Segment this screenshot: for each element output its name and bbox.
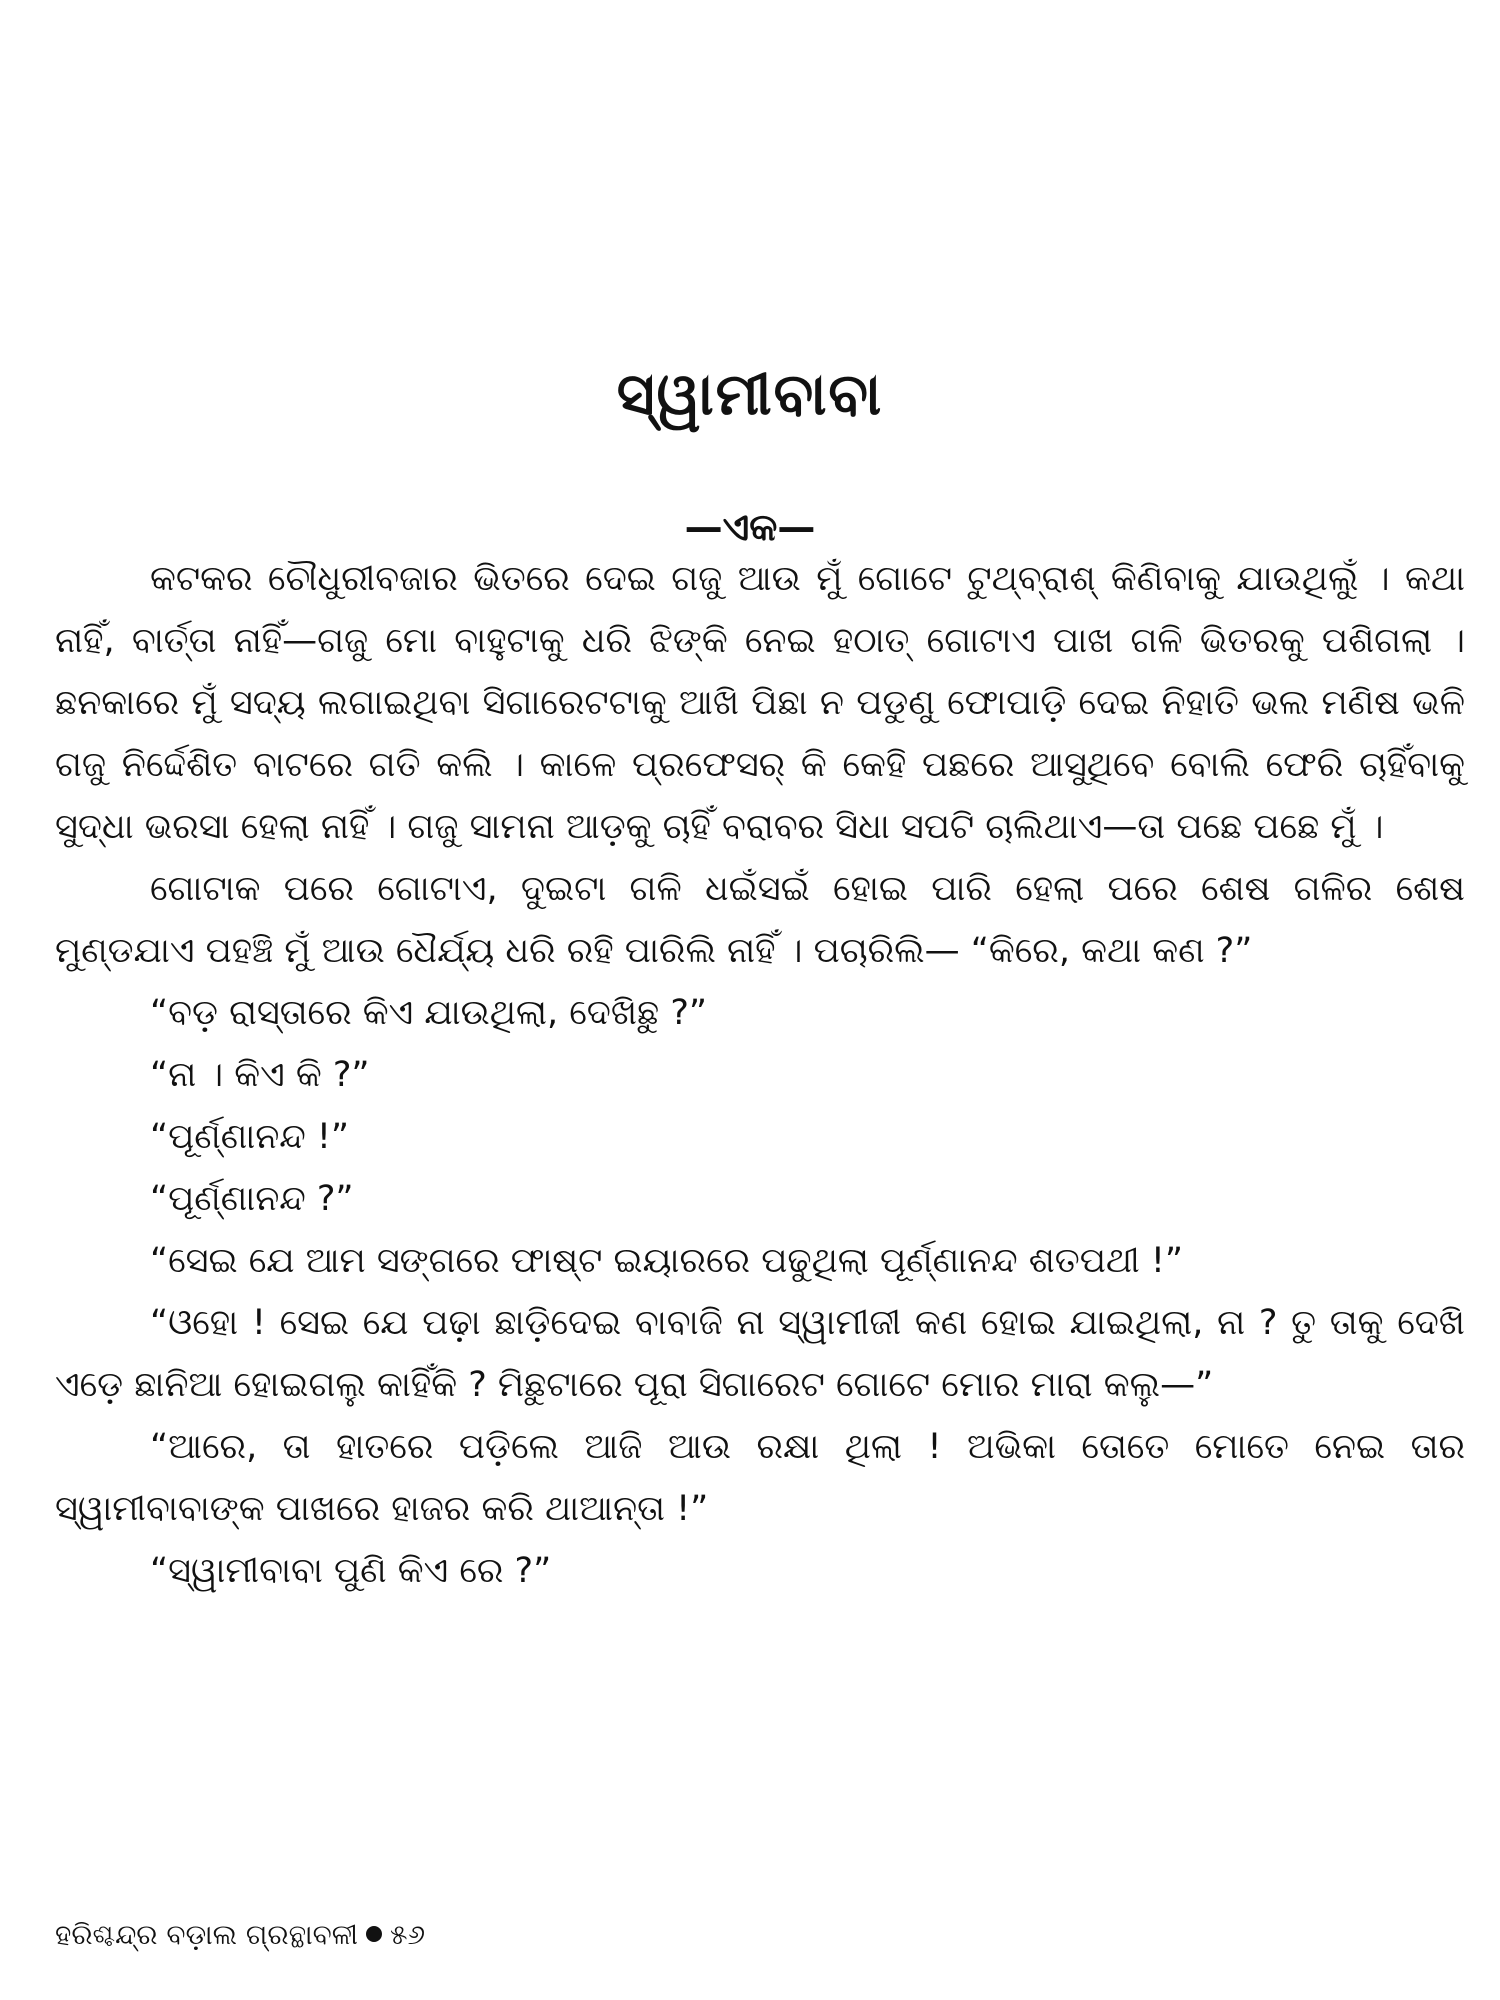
dialogue-line: “ଓହୋ ! ସେଇ ଯେ ପଢ଼ା ଛାଡ଼ିଦେଇ ବାବାଜି ନା ସ୍ୱାମୀଜୀ କଣ ହୋଇ ଯାଇଥିଲା, ନା ? ତୁ ତାକୁ ଦେଖି ଏଡ଼େ ଛାନିଆ ହୋଇଗଲୁ କାହିଁକି ? ମିଛୁଟାରେ ପୂରା ସିଗାରେଟ ଗୋଟେ ମୋର ମାରା କଲୁ—”: [55, 1303, 1465, 1405]
bullet-icon: [366, 1926, 382, 1942]
paragraph: କଟକର ଚୌଧୁରୀବଜାର ଭିତରେ ଦେଇ ଗଜୁ ଆଉ ମୁଁ ଗୋଟେ ଟୁଥ୍‌ବ୍ରାଶ୍ କିଣିବାକୁ ଯାଉଥିଲୁଁ । କଥା ନାହିଁ, ବାର୍ତ୍ତା ନାହିଁ—ଗଜୁ ମୋ ବାହୁଟାକୁ ଧରି ଝିଙ୍କି ନେଇ ହଠାତ୍ ଗୋଟାଏ ପାଖ ଗଳି ଭିତରକୁ ପଶିଗଲା । ଛନକାରେ ମୁଁ ସଦ୍ୟ ଲଗାଇଥିବା ସିଗାରେଟଟାକୁ ଆଖି ପିଛା ନ ପଡୁଣୁ ଫୋପାଡ଼ି ଦେଇ ନିହାତି ଭଲ ମଣିଷ ଭଳି ଗଜୁ ନିର୍ଦ୍ଦେଶିତ ବାଟରେ ଗତି କଲି । କାଳେ ପ୍ରଫେସର୍ କି କେହି ପଛରେ ଆସୁଥିବେ ବୋଲି ଫେରି ଚାହିଁବାକୁ ସୁଦ୍ଧା ଭରସା ହେଲା ନାହିଁ । ଗଜୁ ସାମନା ଆଡ଼କୁ ଚାହିଁ ବରାବର ସିଧା ସପଟି ଚାଲିଥାଏ—ତା ପଛେ ପଛେ ମୁଁ ।: [55, 559, 1465, 847]
dialogue-line: “ବଡ଼ ରାସ୍ତାରେ କିଏ ଯାଉଥିଲା, ଦେଖିଛୁ ?”: [150, 993, 708, 1033]
dialogue-line: “ନା । କିଏ କି ?”: [150, 1055, 370, 1095]
dialogue-line: “ଆରେ, ତା ହାତରେ ପଡ଼ିଲେ ଆଜି ଆଉ ରକ୍ଷା ଥିଲା ! ଅଭିକା ତୋତେ ମୋତେ ନେଇ ତାର ସ୍ୱାମୀବାବାଙ୍କ ପାଖରେ ହାଜର କରି ଥାଆନ୍ତା !”: [55, 1427, 1465, 1529]
page-footer: [55, 1918, 425, 1952]
section-heading: —ଏକ—: [684, 505, 816, 549]
dialogue-line: “ପୂର୍ଣ୍ଣାନନ୍ଦ !”: [150, 1117, 350, 1157]
dialogue-line: “ସେଇ ଯେ ଆମ ସଙ୍ଗରେ ଫାଷ୍ଟ ଇୟାରରେ ପଢୁଥିଲା ପୂର୍ଣ୍ଣାନନ୍ଦ ଶତପଥୀ !”: [150, 1241, 1183, 1281]
dialogue-line: “ପୂର୍ଣ୍ଣାନନ୍ଦ ?”: [150, 1179, 354, 1219]
paragraph: ଗୋଟାକ ପରେ ଗୋଟାଏ, ଦୁଇଟା ଗଳି ଧଇଁସଇଁ ହୋଇ ପାରି ହେଲା ପରେ ଶେଷ ଗଳିର ଶେଷ ମୁଣ୍ଡଯାଏ ପହଞ୍ଚି ମୁଁ ଆଉ ଧୈର୍ଯ୍ୟ ଧରି ରହି ପାରିଲି ନାହିଁ । ପଚାରିଲି— “କିରେ, କଥା କଣ ?”: [55, 869, 1465, 971]
page-number: ୫୬: [390, 1918, 426, 1951]
body-text: [55, 548, 1465, 1602]
chapter-title: ସ୍ୱାମୀବାବା: [616, 360, 884, 428]
book-name: ହରିଶ୍ଚନ୍ଦ୍ର ବଡ଼ାଲ ଗ୍ରନ୍ଥାବଳୀ: [55, 1918, 359, 1951]
dialogue-line: “ସ୍ୱାମୀବାବା ପୁଣି କିଏ ରେ ?”: [150, 1551, 552, 1591]
